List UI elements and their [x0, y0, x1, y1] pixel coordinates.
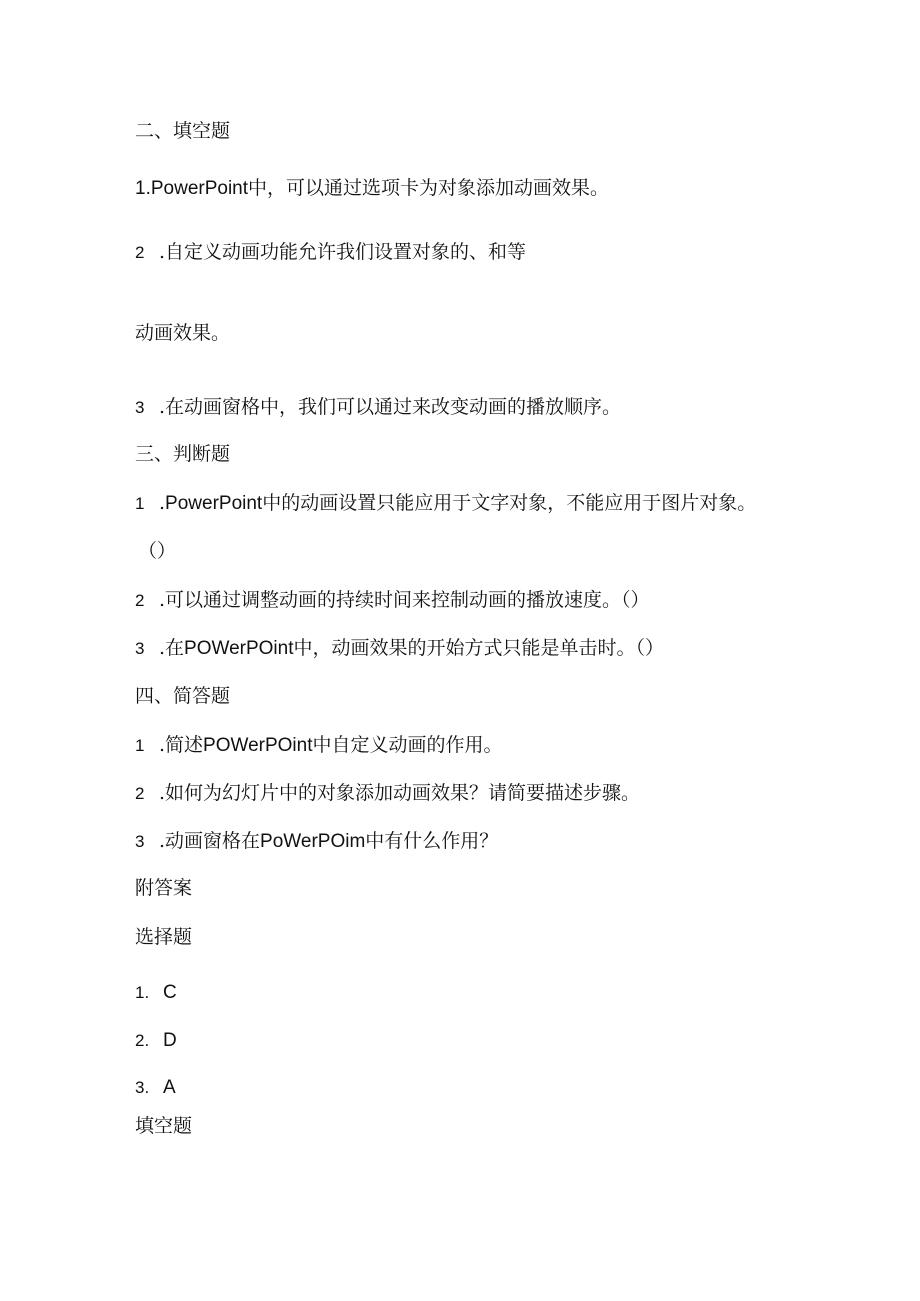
- question-text: .在动画窗格中，我们可以通过来改变动画的播放顺序。: [159, 396, 622, 418]
- question-number: 3: [135, 398, 145, 417]
- choice-answers-heading: 选择题: [135, 926, 193, 948]
- question-number: 3: [135, 639, 145, 658]
- app-name: POWerPOint: [203, 735, 313, 756]
- choice-answer-3: [135, 1075, 176, 1100]
- question-text: .如何为幻灯片中的对象添加动画效果？请简要描述步骤。: [159, 782, 641, 804]
- question-text: 中，可以通过选项卡为对象添加动画效果。: [248, 177, 610, 199]
- app-name: PoWerPOim: [260, 831, 366, 852]
- fill-question-3: [135, 395, 621, 420]
- app-name: PowerPoint: [150, 178, 249, 199]
- question-prefix: .: [159, 492, 166, 514]
- short-question-1: [135, 733, 503, 758]
- question-text: 中，动画效果的开始方式只能是单击时。（）: [293, 637, 665, 659]
- judge-question-1: [135, 491, 756, 516]
- short-question-2: [135, 781, 640, 806]
- question-text: .可以通过调整动画的持续时间来控制动画的播放速度。（）: [159, 589, 650, 611]
- choice-answer-1: [135, 980, 177, 1005]
- fill-question-1: [135, 176, 609, 201]
- fill-question-2: [135, 240, 526, 265]
- app-name: POWerPOint: [184, 638, 294, 659]
- question-number: 3: [135, 832, 145, 851]
- question-number: 2: [135, 243, 145, 262]
- question-text: .自定义动画功能允许我们设置对象的、和等: [159, 241, 527, 263]
- judge-question-3: [135, 636, 664, 661]
- choice-answer-2: [135, 1028, 177, 1053]
- fill-question-2-continuation: 动画效果。: [135, 322, 231, 344]
- answer-number: 3.: [135, 1078, 150, 1097]
- question-number: 1: [135, 736, 145, 755]
- question-prefix: .动画窗格在: [159, 830, 261, 852]
- question-text: 中自定义动画的作用。: [312, 734, 503, 756]
- judge-question-2: [135, 588, 650, 613]
- answer-value: A: [163, 1077, 176, 1098]
- answer-parentheses: （）: [138, 540, 177, 562]
- question-text: 中有什么作用？: [365, 830, 499, 852]
- question-prefix: .简述: [159, 734, 204, 756]
- question-number: 1: [135, 494, 145, 513]
- answer-value: C: [163, 982, 177, 1003]
- question-number: 1.: [135, 178, 151, 199]
- question-number: 2: [135, 784, 145, 803]
- answer-value: D: [163, 1030, 177, 1051]
- fill-answers-heading: 填空题: [135, 1115, 193, 1137]
- question-number: 2: [135, 591, 145, 610]
- question-text: 中的动画设置只能应用于文字对象，不能应用于图片对象。: [262, 492, 757, 514]
- answer-number: 1.: [135, 983, 150, 1002]
- section-3-heading: 三、判断题: [135, 443, 231, 465]
- section-4-heading: 四、简答题: [135, 685, 231, 707]
- app-name: PowerPoint: [165, 493, 263, 514]
- short-question-3: [135, 829, 498, 854]
- answer-number: 2.: [135, 1031, 150, 1050]
- answers-heading: 附答案: [135, 877, 193, 899]
- section-2-heading: 二、填空题: [135, 120, 231, 142]
- question-prefix: .在: [159, 637, 185, 659]
